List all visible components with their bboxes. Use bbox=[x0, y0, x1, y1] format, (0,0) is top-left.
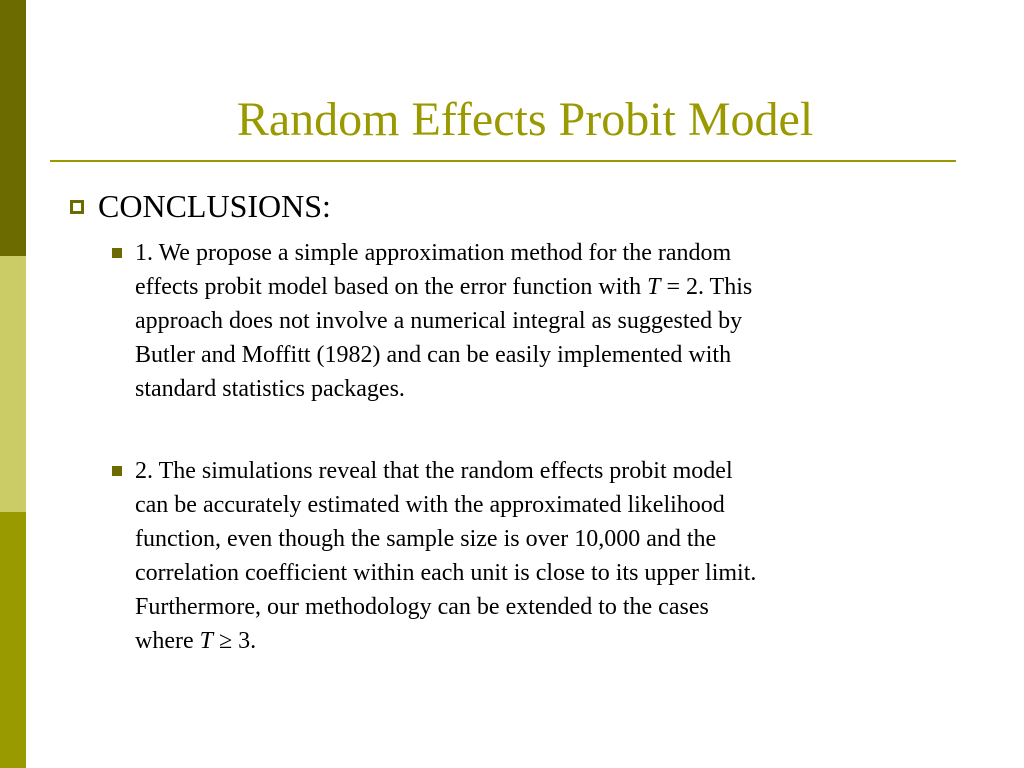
text-line bbox=[135, 624, 965, 658]
slide-title: Random Effects Probit Model bbox=[236, 93, 814, 146]
text-line: Butler and Moffitt (1982) and can be easily implemented with bbox=[135, 342, 732, 368]
title-underline bbox=[50, 160, 956, 162]
solid-square-bullet-icon bbox=[112, 466, 122, 476]
conclusions-heading bbox=[70, 186, 970, 226]
math-variable-t: T bbox=[199, 628, 213, 654]
left-accent-bar-bottom bbox=[0, 512, 26, 768]
text-segment: where bbox=[135, 628, 200, 654]
conclusion-point-2-text bbox=[135, 454, 965, 658]
text-line: can be accurately estimated with the approximated likelihood bbox=[135, 492, 725, 518]
solid-square-bullet-icon bbox=[112, 248, 122, 258]
conclusion-point-1 bbox=[112, 236, 972, 406]
text-line: 2. The simulations reveal that the random effects probit model bbox=[135, 458, 733, 484]
left-accent-bar-middle bbox=[0, 256, 26, 512]
text-line: approach does not involve a numerical integral as suggested by bbox=[135, 308, 743, 334]
text-line: 1. We propose a simple approximation method for the random bbox=[135, 240, 732, 266]
text-line: correlation coefficient within each unit is close to its upper limit. bbox=[135, 560, 757, 586]
text-segment: = 2. This bbox=[660, 274, 753, 300]
conclusion-point-2 bbox=[112, 454, 972, 658]
text-line: function, even though the sample size is over 10,000 and the bbox=[135, 526, 717, 552]
text-segment: ≥ 3. bbox=[213, 628, 257, 654]
conclusion-point-1-text bbox=[135, 236, 965, 406]
conclusions-heading-label: CONCLUSIONS: bbox=[98, 188, 331, 224]
text-line: Furthermore, our methodology can be extended to the cases bbox=[135, 594, 709, 620]
text-segment: effects probit model based on the error function with bbox=[135, 274, 648, 300]
text-line bbox=[135, 270, 965, 304]
math-variable-t: T bbox=[647, 274, 661, 300]
text-line: standard statistics packages. bbox=[135, 376, 405, 402]
hollow-square-bullet-icon bbox=[70, 200, 84, 214]
left-accent-bar-top bbox=[0, 0, 26, 256]
